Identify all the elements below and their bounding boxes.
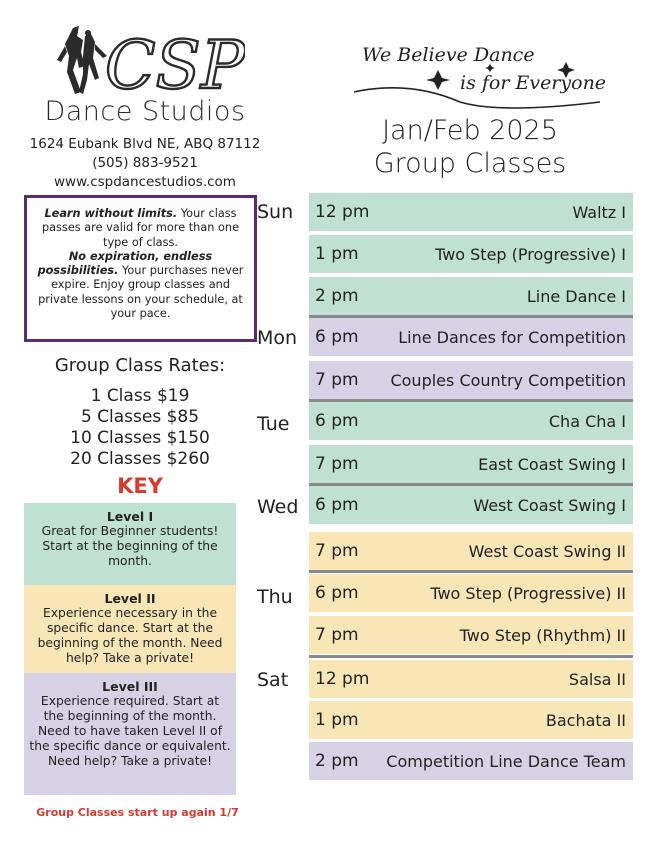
class-name: Line Dances for Competition: [398, 327, 626, 347]
day-divider: [309, 655, 633, 658]
class-name: West Coast Swing II: [468, 541, 626, 561]
class-time: 7 pm: [315, 541, 359, 561]
slogan: [350, 40, 620, 120]
class-row: [309, 486, 633, 524]
studio-name: Dance Studios: [44, 96, 246, 127]
key-level-name: Level I: [106, 509, 154, 524]
class-row: [309, 445, 633, 483]
term-title: [330, 114, 610, 180]
class-time: 6 pm: [315, 583, 359, 603]
class-time: 12 pm: [315, 202, 370, 222]
key-level-desc: Experience necessary in the specific dance. Start at the beginning of the month. Need help? Take a private!: [37, 606, 223, 665]
day-wed: Wed: [257, 496, 299, 518]
contact-block: [20, 135, 270, 192]
website: www.cspdancestudios.com: [54, 174, 236, 190]
day-divider: [309, 570, 633, 573]
class-name: Cha Cha I: [548, 411, 626, 431]
class-name: Bachata II: [545, 710, 626, 730]
start-note: Group Classes start up again 1/7: [36, 806, 239, 819]
key-level-name: Level III: [102, 679, 158, 694]
class-time: 12 pm: [315, 669, 370, 689]
rate-item: 20 Classes $260: [70, 449, 210, 469]
day-mon: Mon: [257, 327, 298, 349]
class-name: Two Step (Progressive) II: [430, 583, 626, 603]
info-box: [24, 195, 257, 342]
class-row: [309, 660, 633, 698]
info-text2: Your purchases never expire. Enjoy group classes and private lessons on your schedule, at your pace.: [38, 264, 244, 321]
class-row: [309, 361, 633, 399]
address: 1624 Eubank Blvd NE, ABQ 87112: [29, 136, 261, 152]
class-time: 7 pm: [315, 370, 359, 390]
class-time: 6 pm: [315, 327, 359, 347]
day-thu: Thu: [257, 586, 293, 608]
info-bold1: Learn without limits.: [44, 207, 178, 220]
phone: (505) 883-9521: [92, 155, 198, 171]
class-name: Two Step (Progressive) I: [435, 244, 626, 264]
class-row: [309, 277, 633, 315]
class-name: Waltz I: [572, 202, 626, 222]
slogan-line2: is for Everyone: [460, 72, 607, 94]
class-time: 7 pm: [315, 625, 359, 645]
class-row: [309, 235, 633, 273]
rate-item: 10 Classes $150: [70, 428, 210, 448]
class-row: [309, 402, 633, 440]
class-name: Line Dance I: [526, 286, 626, 306]
class-time: 7 pm: [315, 454, 359, 474]
term-line2: Group Classes: [373, 148, 567, 179]
class-time: 6 pm: [315, 411, 359, 431]
info-bold2: No expiration, endless possibilities.: [37, 249, 213, 278]
day-sun: Sun: [257, 201, 294, 223]
dancers-logo-icon: [55, 22, 245, 100]
key-level-3: [24, 673, 236, 795]
key-level-desc: Experience required. Start at the beginning of the month. Need to have taken Level II of the specific dance or equivalent. Need help? Take a private!: [29, 694, 231, 768]
class-name: Couples Country Competition: [390, 370, 626, 390]
class-row: [309, 193, 633, 231]
class-time: 6 pm: [315, 495, 359, 515]
key-level-2: [24, 585, 236, 673]
info-text1: Your class passes are valid for more than one type of class.: [41, 207, 240, 249]
rate-item: 5 Classes $85: [80, 407, 200, 427]
day-sat: Sat: [257, 669, 289, 691]
class-row: [309, 574, 633, 612]
class-row: [309, 318, 633, 356]
class-time: 2 pm: [315, 751, 359, 771]
svg-text:CSP: CSP: [105, 27, 245, 100]
class-row: [309, 742, 633, 780]
class-row: [309, 532, 633, 570]
csp-logo: [55, 22, 245, 100]
key-title: KEY: [117, 474, 163, 498]
class-time: 1 pm: [315, 244, 359, 264]
class-name: Salsa II: [568, 669, 626, 689]
class-time: 2 pm: [315, 286, 359, 306]
class-name: Competition Line Dance Team: [386, 751, 626, 771]
class-row: [309, 701, 633, 739]
class-row: [309, 616, 633, 654]
term-line1: Jan/Feb 2025: [382, 115, 558, 146]
class-name: West Coast Swing I: [473, 495, 626, 515]
rates-title: Group Class Rates:: [54, 355, 226, 376]
key-level-name: Level II: [104, 591, 156, 606]
rates-list: [20, 386, 260, 470]
key-level-desc: Great for Beginner students! Start at the beginning of the month.: [41, 524, 219, 568]
key-level-1: [24, 503, 236, 585]
slogan-line1: We Believe Dance: [362, 44, 535, 66]
class-time: 1 pm: [315, 710, 359, 730]
rate-item: 1 Class $19: [90, 386, 190, 406]
day-tue: Tue: [257, 413, 290, 435]
class-name: East Coast Swing I: [478, 454, 626, 474]
class-name: Two Step (Rhythm) II: [459, 625, 626, 645]
